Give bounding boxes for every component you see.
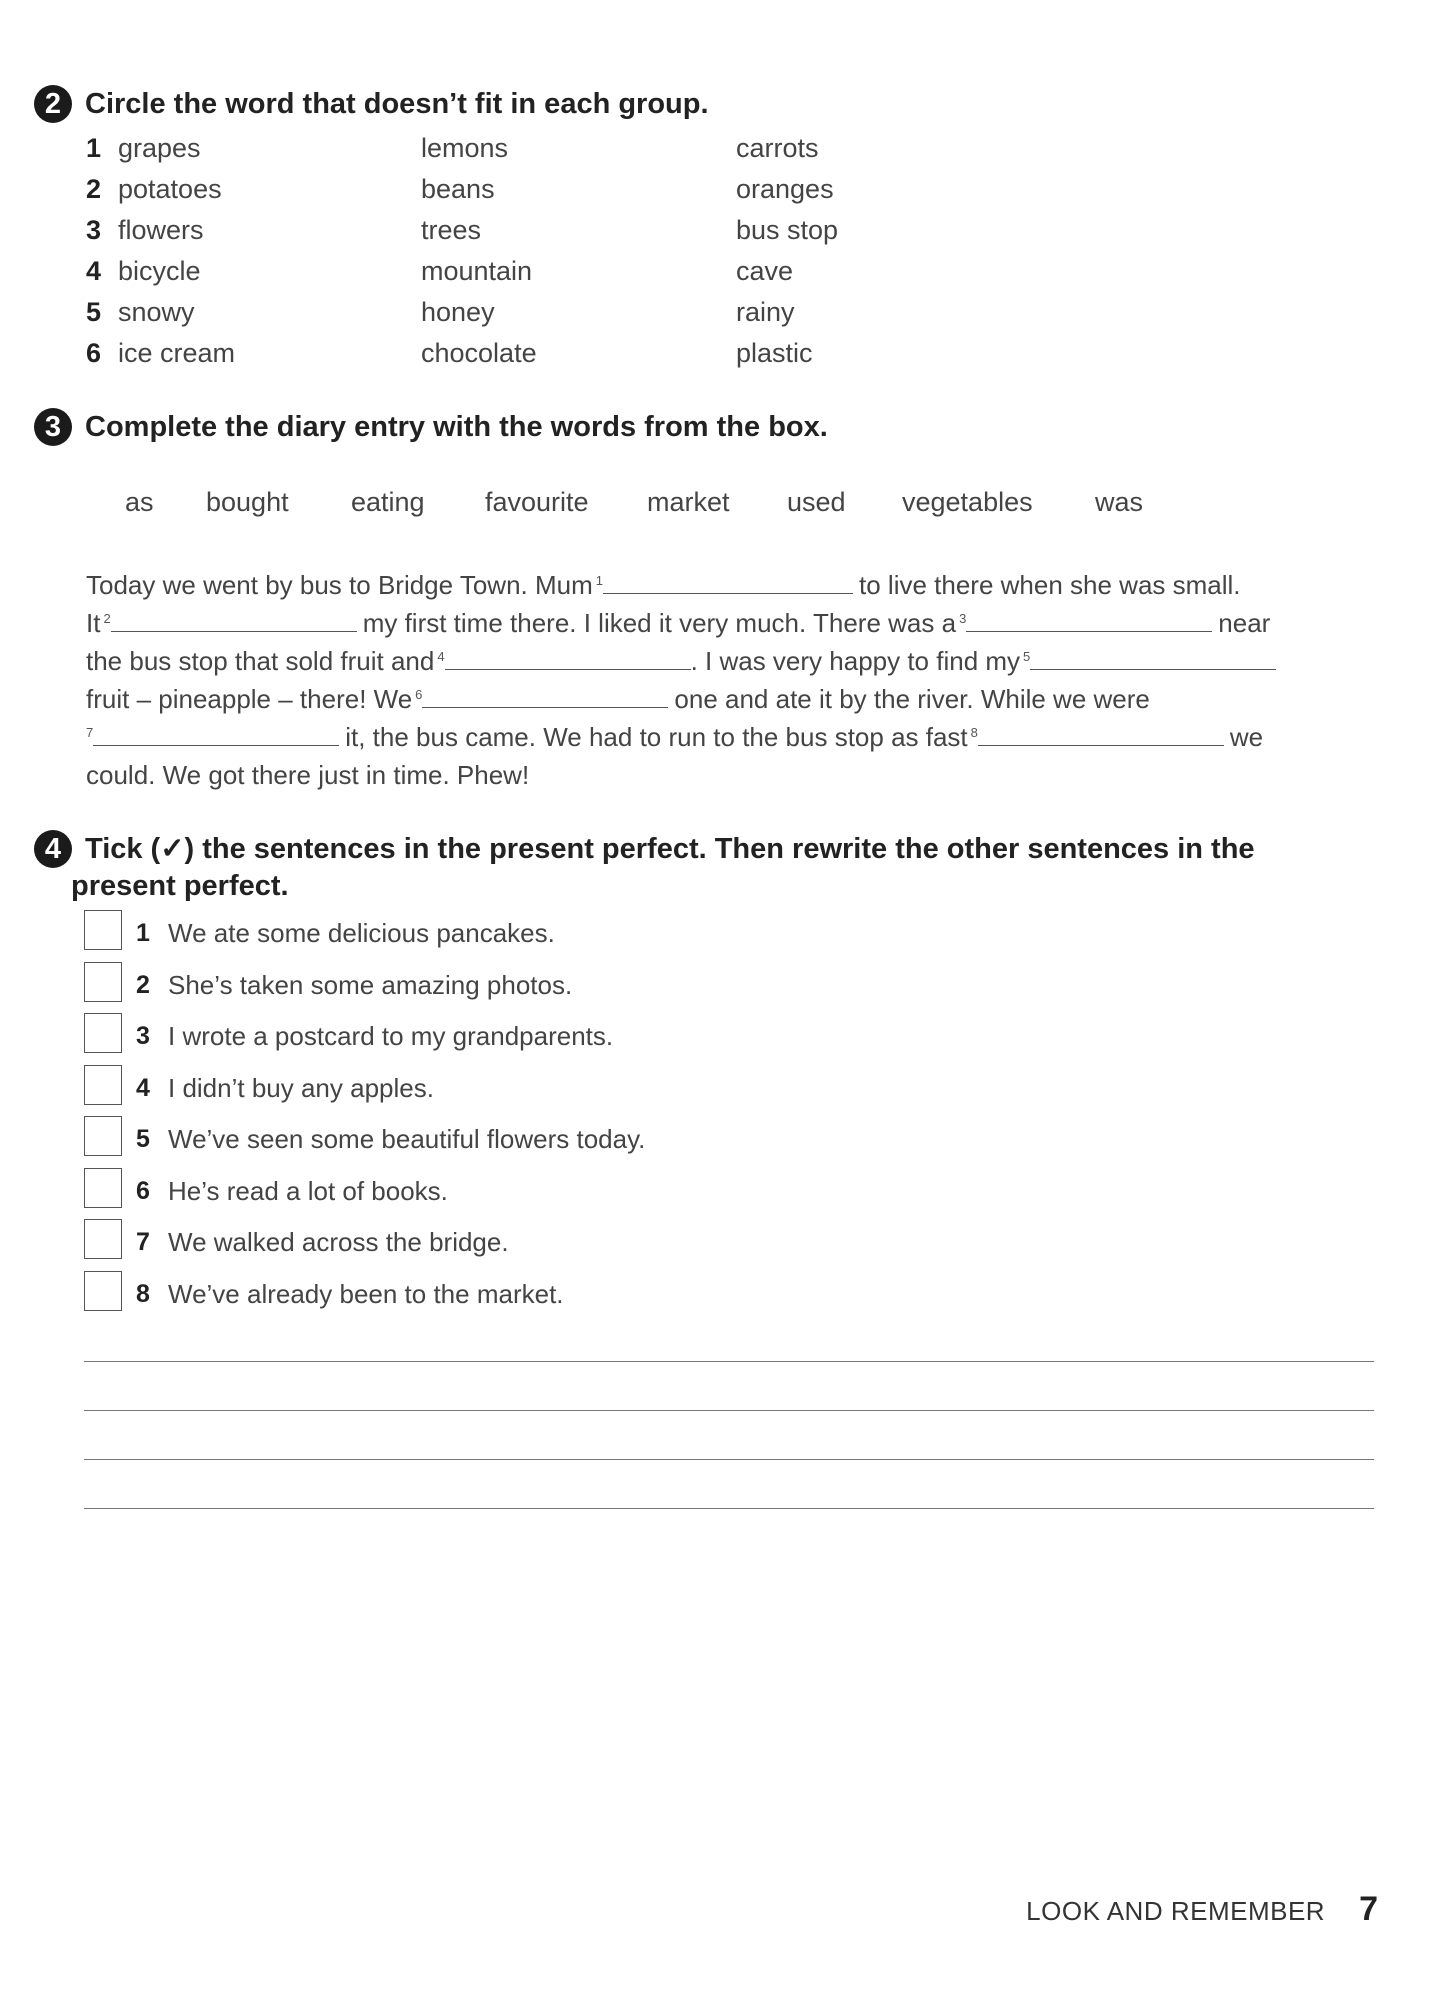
gap-number: 7 [86, 725, 94, 740]
sentence-text: We walked across the bridge. [168, 1227, 509, 1257]
page-number: 7 [1359, 1890, 1378, 1928]
diary-line [86, 604, 1270, 642]
diary-line [86, 566, 1241, 604]
gap-number: 4 [437, 649, 445, 664]
page-footer [1026, 1890, 1378, 1929]
diary-line [86, 680, 1150, 718]
exercise-2-instruction: Circle the word that doesn’t fit in each group. [85, 88, 709, 120]
word-option[interactable]: bicycle [118, 256, 201, 286]
word-box-item: bought [206, 487, 289, 517]
tick-checkbox[interactable] [84, 1219, 122, 1259]
word-option[interactable]: trees [421, 215, 482, 245]
exercise-3-instruction: Complete the diary entry with the words from the box. [85, 411, 828, 443]
word-option[interactable]: beans [421, 174, 495, 204]
gap-number: 2 [103, 611, 111, 626]
word-option[interactable]: cave [736, 256, 794, 286]
gap-7-blank[interactable] [93, 721, 339, 746]
exercise-number-badge: 3 [34, 408, 72, 446]
tick-checkbox[interactable] [84, 1065, 122, 1105]
section-title: LOOK AND REMEMBER [1026, 1896, 1326, 1926]
diary-line [86, 718, 1263, 756]
word-option[interactable]: oranges [736, 174, 834, 204]
writing-line[interactable] [84, 1410, 1374, 1411]
row-number: 5 [86, 297, 102, 327]
tick-checkbox[interactable] [84, 910, 122, 950]
tick-checkbox[interactable] [84, 962, 122, 1002]
gap-6-blank[interactable] [422, 683, 668, 708]
diary-text: fruit – pineapple – there! We [86, 684, 413, 714]
writing-line[interactable] [84, 1361, 1374, 1362]
item-number: 2 [136, 971, 150, 999]
word-box-item: market [647, 487, 730, 517]
word-option[interactable]: chocolate [421, 338, 537, 368]
item-number: 7 [136, 1228, 150, 1256]
item-number: 1 [136, 919, 150, 947]
gap-3-blank[interactable] [966, 607, 1212, 632]
exercise-4-instruction [71, 831, 1335, 905]
diary-text: to live there when she was small. [859, 570, 1241, 600]
gap-8-blank[interactable] [978, 721, 1224, 746]
sentence-text: We’ve seen some beautiful flowers today. [168, 1124, 646, 1154]
diary-text: It [86, 608, 101, 638]
item-number: 8 [136, 1280, 150, 1308]
item-number: 3 [136, 1022, 150, 1050]
word-option[interactable]: bus stop [736, 215, 839, 245]
word-box-item: eating [351, 487, 425, 517]
word-box-item: as [125, 487, 154, 517]
item-number: 6 [136, 1177, 150, 1205]
exercise-number-badge: 2 [34, 85, 72, 123]
word-option[interactable]: lemons [421, 133, 509, 163]
row-number: 3 [86, 215, 102, 245]
gap-2-blank[interactable] [111, 607, 357, 632]
instruction-line: present perfect. [71, 870, 289, 902]
writing-line[interactable] [84, 1459, 1374, 1460]
diary-text: one and ate it by the river. While we were [674, 684, 1150, 714]
exercise-number-badge: 4 [34, 830, 72, 868]
sentence-text: She’s taken some amazing photos. [168, 970, 573, 1000]
gap-number: 5 [1023, 649, 1031, 664]
word-option[interactable]: ice cream [118, 338, 236, 368]
word-option[interactable]: snowy [118, 297, 195, 327]
tick-checkbox[interactable] [84, 1168, 122, 1208]
word-option[interactable]: mountain [421, 256, 533, 286]
diary-text: Today we went by bus to Bridge Town. Mum [86, 570, 593, 600]
word-option[interactable]: flowers [118, 215, 204, 245]
instruction-line: Tick (✓) the sentences in the present perfect. Then rewrite the other sentences in the [85, 833, 1255, 865]
tick-checkbox[interactable] [84, 1116, 122, 1156]
sentence-text: He’s read a lot of books. [168, 1176, 448, 1206]
exercise-3-heading [34, 409, 1335, 446]
diary-text: it, the bus came. We had to run to the bus stop as fast [345, 722, 968, 752]
word-option[interactable]: potatoes [118, 174, 222, 204]
writing-line[interactable] [84, 1508, 1374, 1509]
gap-number: 8 [970, 725, 978, 740]
gap-5-blank[interactable] [1030, 645, 1276, 670]
diary-line [86, 642, 1282, 680]
diary-text: could. We got there just in time. Phew! [86, 760, 530, 790]
word-box-item: vegetables [902, 487, 1033, 517]
exercise-2-heading [34, 86, 1335, 123]
diary-text: . I was very happy to find my [690, 646, 1021, 676]
diary-text: the bus stop that sold fruit and [86, 646, 435, 676]
word-box-item: favourite [485, 487, 589, 517]
sentence-text: We’ve already been to the market. [168, 1279, 564, 1309]
item-number: 5 [136, 1125, 150, 1153]
row-number: 4 [86, 256, 102, 286]
diary-text: near [1218, 608, 1271, 638]
word-option[interactable]: honey [421, 297, 495, 327]
sentence-text: We ate some delicious pancakes. [168, 918, 555, 948]
item-number: 4 [136, 1074, 150, 1102]
word-option[interactable]: carrots [736, 133, 819, 163]
row-number: 1 [86, 133, 102, 163]
diary-line [86, 756, 529, 794]
exercise-4-heading [34, 831, 1335, 905]
tick-checkbox[interactable] [84, 1271, 122, 1311]
diary-text: we [1229, 722, 1264, 752]
word-box-item: was [1095, 487, 1144, 517]
gap-number: 1 [595, 573, 604, 588]
gap-number: 3 [959, 611, 967, 626]
word-option[interactable]: rainy [736, 297, 795, 327]
word-option[interactable]: plastic [736, 338, 813, 368]
word-option[interactable]: grapes [118, 133, 201, 163]
sentence-text: I wrote a postcard to my grandparents. [168, 1021, 614, 1051]
row-number: 6 [86, 338, 102, 368]
sentence-text: I didn’t buy any apples. [168, 1073, 434, 1103]
diary-text: my first time there. I liked it very much. There was a [362, 608, 957, 638]
row-number: 2 [86, 174, 102, 204]
gap-1-blank[interactable] [603, 569, 853, 594]
gap-4-blank[interactable] [445, 645, 691, 670]
tick-checkbox[interactable] [84, 1013, 122, 1053]
gap-number: 6 [415, 687, 423, 702]
word-box-item: used [787, 487, 846, 517]
